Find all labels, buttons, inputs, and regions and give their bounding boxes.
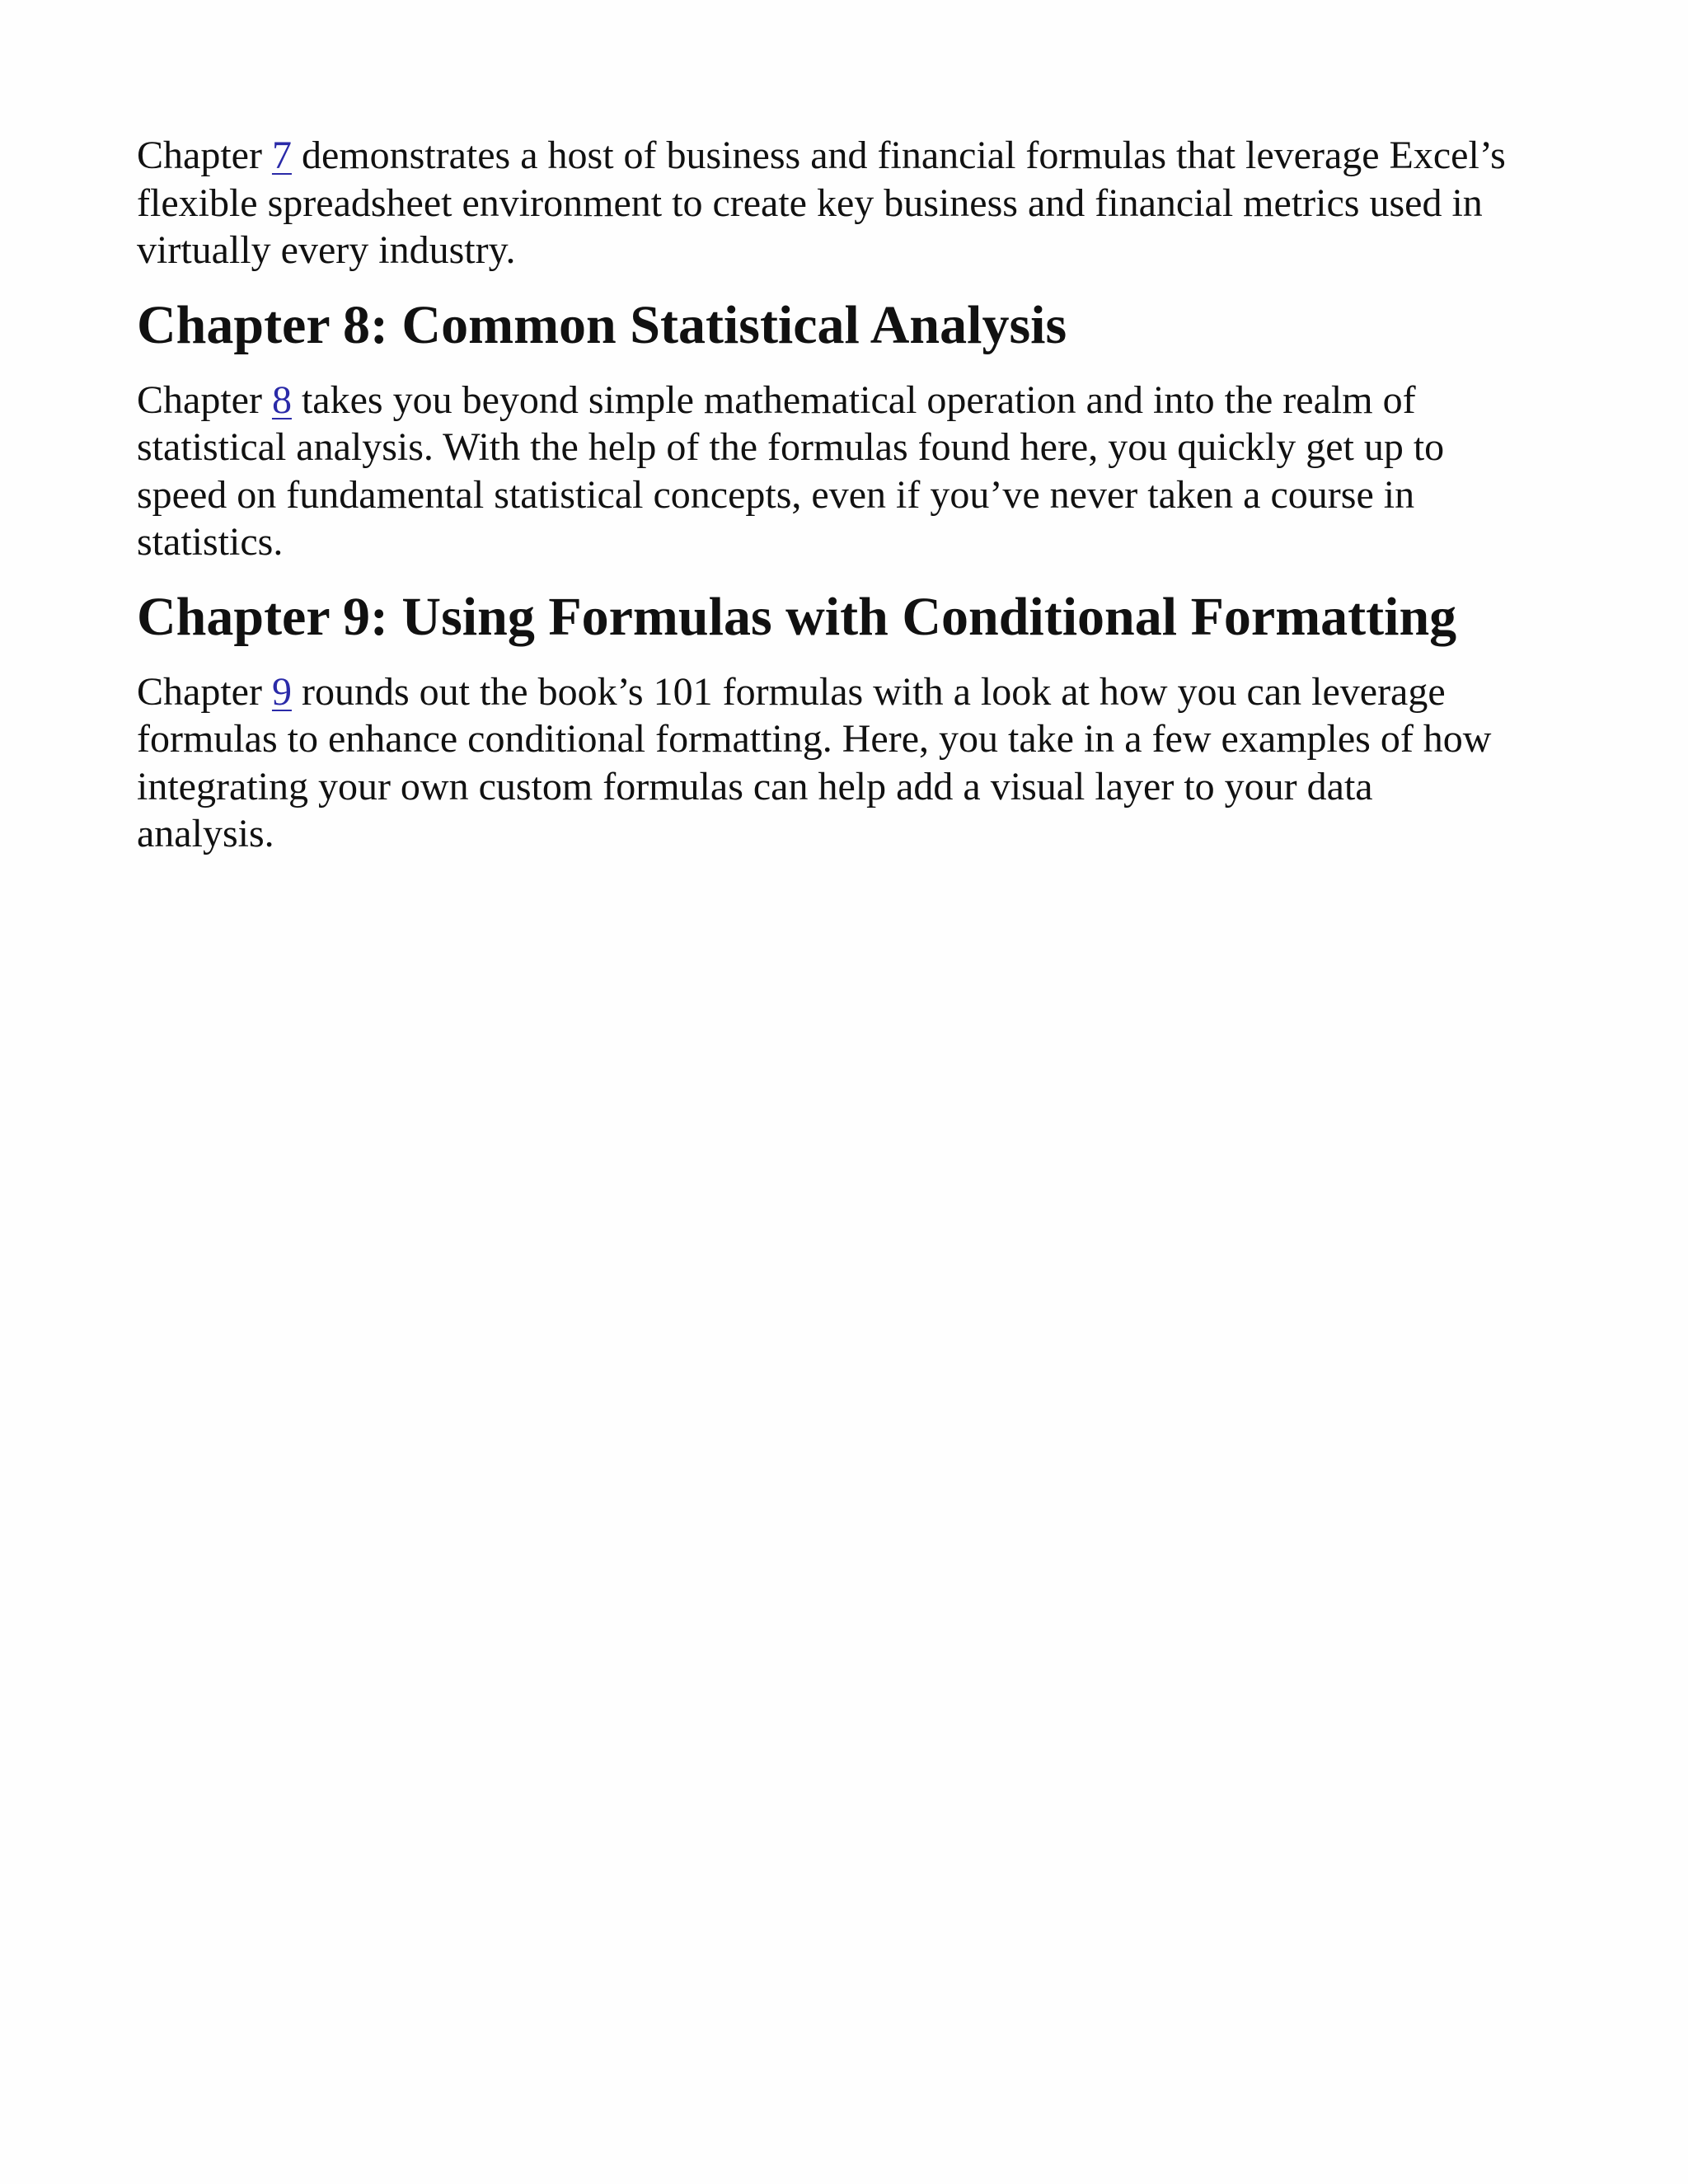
chapter-prefix: Chapter — [137, 377, 272, 422]
chapter-7-summary-paragraph — [137, 132, 1554, 274]
chapter-9-summary-paragraph — [137, 668, 1554, 858]
chapter-8-heading: Chapter 8: Common Statistical Analysis — [137, 294, 1067, 355]
paragraph-line: virtually every industry. — [137, 228, 516, 272]
paragraph-line — [137, 132, 1554, 180]
paragraph-line: statistical analysis. With the help of the formulas found here, you quickly get up to — [137, 425, 1445, 469]
document-page — [137, 132, 1554, 858]
chapter-7-link[interactable]: 7 — [271, 134, 292, 177]
paragraph-line: integrating your own custom formulas can help add a visual layer to your data — [137, 764, 1373, 808]
chapter-9-link[interactable]: 9 — [271, 669, 292, 714]
paragraph-line: statistics. — [137, 520, 284, 564]
chapter-prefix: Chapter — [137, 669, 272, 714]
paragraph-line: flexible spreadsheet environment to create key business and financial metrics used in — [137, 180, 1483, 225]
chapter-9-heading: Chapter 9: Using Formulas with Conditional Formatting — [137, 586, 1457, 647]
chapter-8-summary-paragraph — [137, 377, 1554, 566]
paragraph-line — [137, 668, 1554, 716]
line-text: rounds out the book’s 101 formulas with a look at how you can leverage — [291, 669, 1446, 714]
paragraph-line: speed on fundamental statistical concepts, even if you’ve never taken a course in — [137, 472, 1415, 517]
chapter-8-link[interactable]: 8 — [271, 377, 292, 422]
paragraph-line: formulas to enhance conditional formatting. Here, you take in a few examples of how — [137, 717, 1492, 761]
line-text: demonstrates a host of business and financial formulas that leverage Excel’s — [291, 134, 1506, 177]
paragraph-line: analysis. — [137, 812, 274, 855]
paragraph-line — [137, 377, 1554, 424]
chapter-prefix: Chapter — [137, 134, 272, 177]
line-text: takes you beyond simple mathematical operation and into the realm of — [291, 377, 1416, 422]
